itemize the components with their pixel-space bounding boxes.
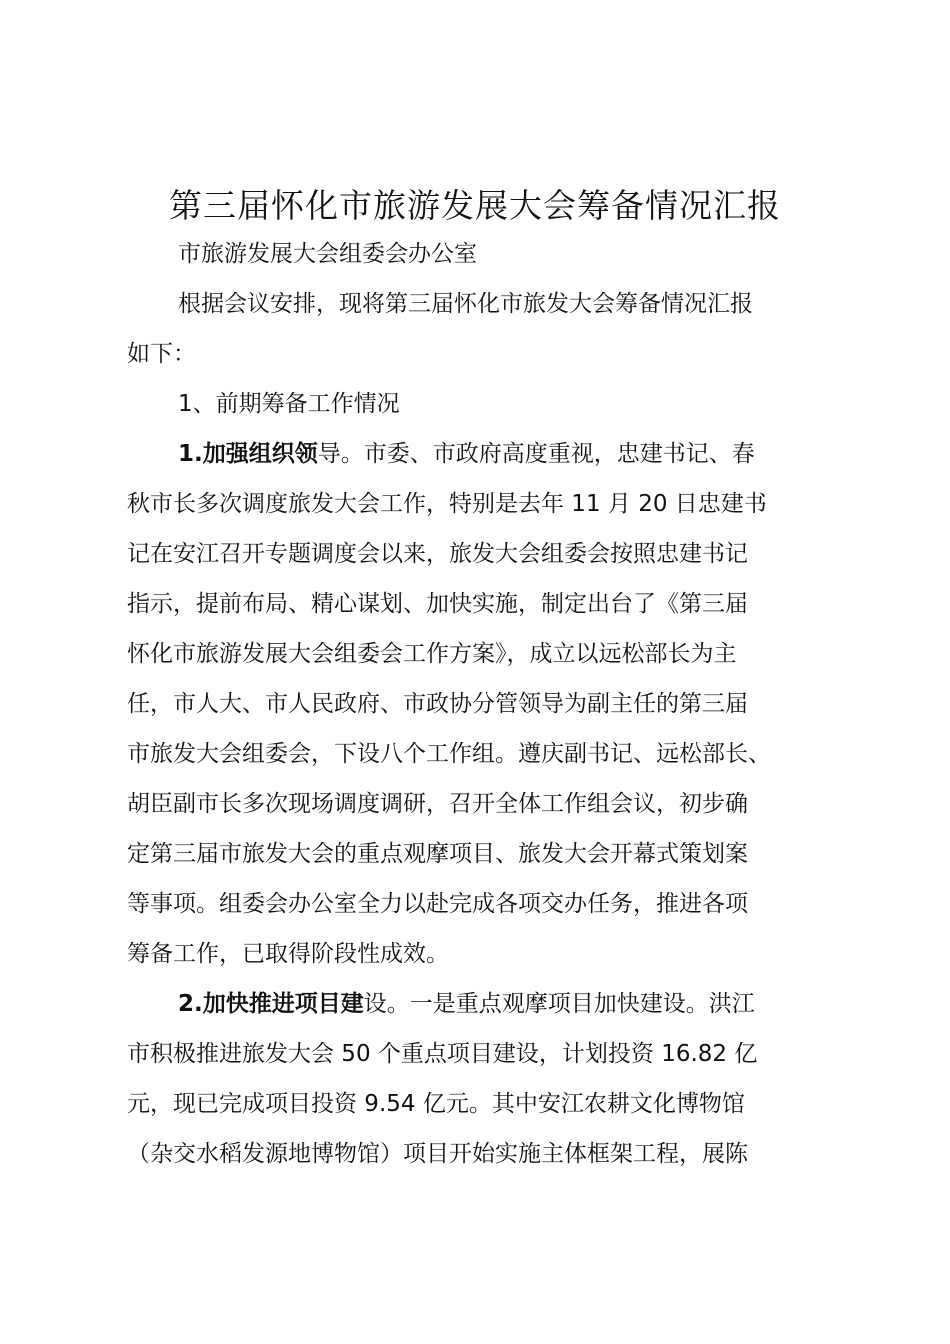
para2-line: 市积极推进旅发大会 50 个重点项目建设，计划投资 16.82 亿: [127, 1041, 758, 1067]
para2-first-line: [178, 986, 755, 1022]
intro-line-2: 如下：: [127, 341, 196, 367]
para1-first-line: [178, 436, 755, 472]
section-heading: 1、前期筹备工作情况: [178, 391, 400, 417]
para1-line: 等事项。组委会办公室全力以赴完成各项交办任务，推进各项: [127, 891, 748, 917]
para1-line: 怀化市旅游发展大会组委会工作方案》，成立以远松部长为主: [127, 641, 737, 667]
para1-line: 定第三届市旅发大会的重点观摩项目、旅发大会开幕式策划案: [127, 841, 748, 867]
para1-line: 记在安江召开专题调度会以来，旅发大会组委会按照忠建书记: [127, 541, 748, 567]
intro-line-1: 根据会议安排，现将第三届怀化市旅发大会筹备情况汇报: [178, 291, 753, 317]
para1-bold-lead: 1.加强组织领: [178, 441, 318, 467]
para2-bold-lead: 2.加快推进项目建: [178, 991, 364, 1017]
para1-line: 筹备工作，已取得阶段性成效。: [127, 941, 449, 967]
para1-line: 任，市人大、市人民政府、市政协分管领导为副主任的第三届: [127, 691, 748, 717]
para2-line: （杂交水稻发源地博物馆）项目开始实施主体框架工程，展陈: [127, 1141, 748, 1167]
para1-line: 胡臣副市长多次现场调度调研，召开全体工作组会议，初步确: [127, 791, 748, 817]
para2-line: 元，现已完成项目投资 9.54 亿元。其中安江农耕文化博物馆: [127, 1091, 745, 1117]
para1-first-line-text: 导。市委、市政府高度重视，忠建书记、春: [317, 441, 755, 467]
document-title: 第三届怀化市旅游发展大会筹备情况汇报: [169, 186, 781, 225]
para1-line: 指示，提前布局、精心谋划、加快实施，制定出台了《第三届: [127, 591, 748, 617]
para1-line: 市旅发大会组委会，下设八个工作组。遵庆副书记、远松部长、: [127, 741, 771, 767]
para1-line: 秋市长多次调度旅发大会工作，特别是去年 11 月 20 日忠建书: [127, 491, 767, 517]
issuing-organization: 市旅游发展大会组委会办公室: [178, 241, 477, 267]
para2-first-line-text: 设。一是重点观摩项目加快建设。洪江: [363, 991, 755, 1017]
